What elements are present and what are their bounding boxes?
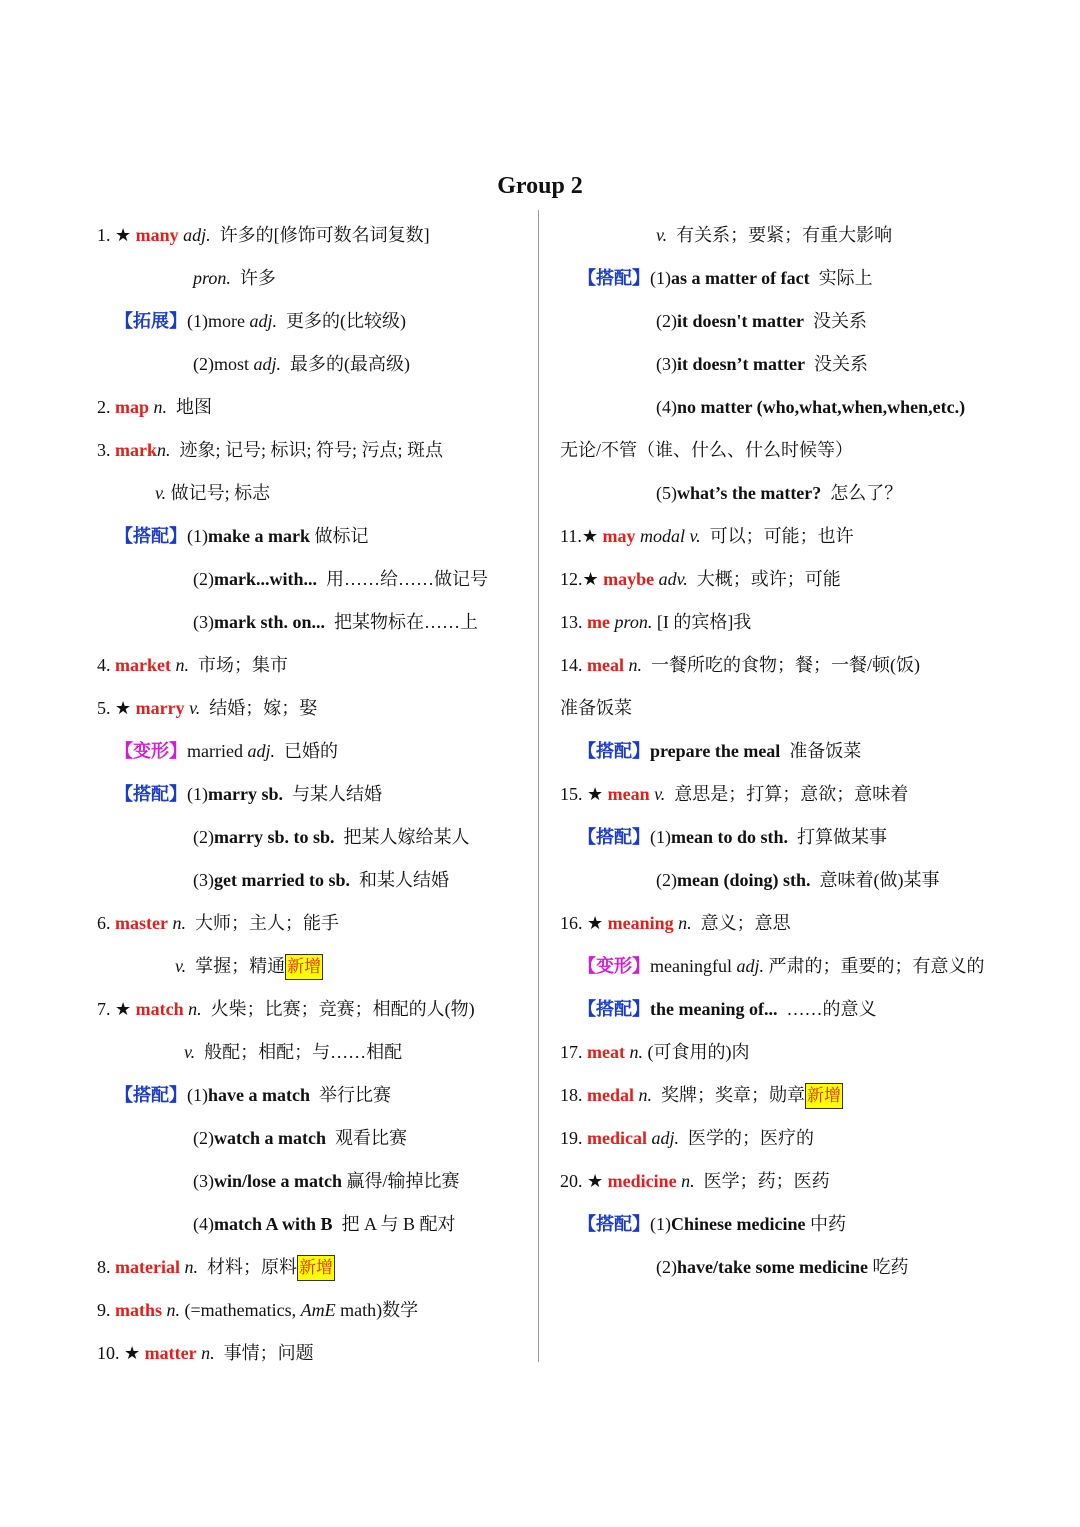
collocation-line <box>97 816 532 859</box>
expand-line <box>97 343 532 386</box>
definition: 举行比赛 <box>319 1085 391 1105</box>
phrase: mark...with... <box>214 569 317 589</box>
entry-medicine <box>560 1160 1000 1203</box>
collocation-line <box>97 558 532 601</box>
collocation-line <box>97 1074 532 1117</box>
definition: 有关系；要紧；有重大影响 <box>676 225 893 245</box>
entry-map <box>97 386 532 429</box>
headword: may <box>602 526 636 546</box>
entry-maths <box>97 1289 532 1332</box>
definition: 把 A 与 B 配对 <box>341 1214 456 1234</box>
entry-medical <box>560 1117 1000 1160</box>
definition: 般配；相配；与……相配 <box>204 1042 403 1062</box>
continuation-line <box>560 429 1000 472</box>
collocation-line <box>560 859 1000 902</box>
page-title: Group 2 <box>497 173 583 199</box>
variant-line <box>560 945 1000 988</box>
phrase: Chinese medicine <box>671 1214 806 1234</box>
definition: 市场；集市 <box>197 655 288 675</box>
part-of-speech: v. <box>656 225 668 245</box>
collocation-line <box>97 1160 532 1203</box>
headword: map <box>115 397 150 417</box>
definition: 大师；主人；能手 <box>194 913 339 933</box>
definition: [I 的宾格]我 <box>656 612 752 632</box>
collocation-line <box>560 730 1000 773</box>
headword: mark <box>115 440 157 460</box>
definition: (=mathematics, <box>184 1300 297 1320</box>
headword: market <box>115 655 171 675</box>
sense-line <box>97 257 532 300</box>
definition: 没关系 <box>813 354 868 374</box>
part-of-speech: n. <box>628 655 642 675</box>
item-number: (1) <box>650 268 671 288</box>
item-number: (2) <box>656 311 677 331</box>
phrase: have a match <box>208 1085 310 1105</box>
definition: 准备饭菜 <box>789 741 862 761</box>
item-number: (2) <box>193 569 214 589</box>
variant-line <box>97 730 532 773</box>
definition: 迹象; 记号; 标识; 符号; 污点; 斑点 <box>179 440 444 460</box>
phrase: the meaning of... <box>650 999 778 1019</box>
sense-line <box>97 1031 532 1074</box>
phrase: mean (doing) sth. <box>677 870 811 890</box>
definition: 医学的；医疗的 <box>688 1128 815 1148</box>
definition: 掌握；精通 <box>195 956 286 976</box>
definition: 意味着(做)某事 <box>819 870 940 890</box>
item-number: (2) <box>656 870 677 890</box>
headword: meal <box>587 655 624 675</box>
definition: 准备饭菜 <box>560 698 632 718</box>
definition: 严肃的；重要的；有意义的 <box>768 956 985 976</box>
sense-line <box>560 214 1000 257</box>
left-column <box>97 214 532 1375</box>
entry-number: 8. <box>97 1257 111 1277</box>
collocation-line <box>97 515 532 558</box>
entry-number: 1. <box>97 225 111 245</box>
part-of-speech: n. <box>166 1300 181 1320</box>
tag-label: 【搭配】 <box>115 1085 187 1105</box>
entry-mean <box>560 773 1000 816</box>
definition: 把某人嫁给某人 <box>343 827 470 847</box>
continuation-line <box>560 687 1000 730</box>
star-icon: ★ <box>124 1343 141 1363</box>
definition: 材料；原料 <box>206 1257 297 1277</box>
definition: 做标记 <box>314 526 369 546</box>
part-of-speech: adj. <box>736 956 764 976</box>
definition: 吃药 <box>872 1257 909 1277</box>
ame-label: AmE <box>300 1300 336 1320</box>
part-of-speech: n. <box>629 1042 643 1062</box>
entry-number: 9. <box>97 1300 111 1320</box>
entry-number: 16. <box>560 913 583 933</box>
entry-number: 20. <box>560 1171 583 1191</box>
tag-label: 【拓展】 <box>115 311 187 331</box>
definition: 已婚的 <box>283 741 338 761</box>
definition: 把某物标在……上 <box>334 612 479 632</box>
entry-me <box>560 601 1000 644</box>
entry-number: 6. <box>97 913 111 933</box>
collocation-line <box>560 257 1000 300</box>
item-number: (3) <box>193 870 214 890</box>
entry-medal <box>560 1074 1000 1117</box>
tag-label: 【搭配】 <box>115 784 187 804</box>
headword: material <box>115 1257 180 1277</box>
entry-market <box>97 644 532 687</box>
star-icon: ★ <box>582 569 599 589</box>
definition: 火柴；比赛；竞赛；相配的人(物) <box>210 999 475 1019</box>
headword: maybe <box>603 569 655 589</box>
part-of-speech: adj. <box>651 1128 680 1148</box>
part-of-speech: n. <box>678 913 692 933</box>
entry-master <box>97 902 532 945</box>
part-of-speech: adv. <box>658 569 688 589</box>
part-of-speech: n. <box>188 999 202 1019</box>
phrase: as a matter of fact <box>671 268 810 288</box>
headword: marry <box>135 698 185 718</box>
part-of-speech: pron. <box>614 612 653 632</box>
part-of-speech: v. <box>654 784 666 804</box>
definition: 意义；意思 <box>700 913 791 933</box>
item-number: (4) <box>656 397 677 417</box>
definition: 许多 <box>239 268 276 288</box>
entry-number: 17. <box>560 1042 583 1062</box>
entry-number: 13. <box>560 612 583 632</box>
definition: (可食用的)肉 <box>647 1042 750 1062</box>
related-word: meaningful <box>650 956 732 976</box>
collocation-line <box>97 1203 532 1246</box>
entry-many <box>97 214 532 257</box>
item-number: (5) <box>656 483 677 503</box>
collocation-line <box>97 773 532 816</box>
item-number: (2) <box>656 1257 677 1277</box>
part-of-speech: adj. <box>183 225 211 245</box>
entry-number: 11. <box>560 526 582 546</box>
definition: 奖牌；奖章；勋章 <box>661 1085 805 1105</box>
entry-number: 10. <box>97 1343 120 1363</box>
definition: 做记号; 标志 <box>170 483 271 503</box>
definition: 实际上 <box>818 268 873 288</box>
entry-number: 12. <box>560 569 583 589</box>
headword: matter <box>144 1343 197 1363</box>
phrase: mark sth. on... <box>214 612 326 632</box>
definition: ……的意义 <box>786 999 877 1019</box>
definition: 可以；可能；也许 <box>709 526 854 546</box>
star-icon: ★ <box>115 698 132 718</box>
headword: many <box>135 225 179 245</box>
star-icon: ★ <box>115 225 132 245</box>
tag-label: 【变形】 <box>115 741 187 761</box>
definition: 最多的(最高级) <box>290 354 411 374</box>
headword: master <box>115 913 168 933</box>
definition: 怎么了？ <box>830 483 903 503</box>
item-number: (2) <box>193 1128 214 1148</box>
entry-number: 18. <box>560 1085 583 1105</box>
part-of-speech: n. <box>681 1171 695 1191</box>
part-of-speech: adj. <box>253 354 282 374</box>
right-column <box>560 214 1000 1289</box>
definition: 地图 <box>176 397 213 417</box>
entry-meal <box>560 644 1000 687</box>
definition: 中药 <box>810 1214 846 1234</box>
star-icon: ★ <box>115 999 132 1019</box>
definition: 一餐所吃的食物；餐；一餐/顿(饭) <box>650 655 920 675</box>
phrase: get married to sb. <box>214 870 350 890</box>
entry-meaning <box>560 902 1000 945</box>
star-icon: ★ <box>587 1171 604 1191</box>
related-word: married <box>187 741 243 761</box>
part-of-speech: n. <box>638 1085 652 1105</box>
item-number: (3) <box>656 354 677 374</box>
definition: 没关系 <box>812 311 867 331</box>
collocation-line <box>97 1117 532 1160</box>
entry-material <box>97 1246 532 1289</box>
entry-number: 4. <box>97 655 111 675</box>
definition: 观看比赛 <box>334 1128 407 1148</box>
part-of-speech: pron. <box>193 268 231 288</box>
item-number: (1) <box>187 784 208 804</box>
item-number: (1) <box>187 1085 208 1105</box>
headword: medical <box>587 1128 647 1148</box>
definition: math)数学 <box>340 1300 419 1320</box>
item-number: (3) <box>193 612 214 632</box>
star-icon: ★ <box>581 526 598 546</box>
related-word: (2)most <box>193 354 249 374</box>
collocation-line <box>97 601 532 644</box>
definition: 意思是；打算；意欲；意味着 <box>674 784 909 804</box>
part-of-speech: modal v. <box>639 526 701 546</box>
collocation-line <box>560 816 1000 859</box>
definition: 事情；问题 <box>223 1343 314 1363</box>
phrase: prepare the meal <box>650 741 781 761</box>
entry-mark <box>97 429 532 472</box>
entry-may <box>560 515 1000 558</box>
entry-number: 15. <box>560 784 583 804</box>
tag-label: 【搭配】 <box>578 741 650 761</box>
collocation-line <box>560 472 1000 515</box>
part-of-speech: v. <box>184 1042 196 1062</box>
star-icon: ★ <box>587 784 604 804</box>
collocation-line <box>560 343 1000 386</box>
headword: maths <box>115 1300 163 1320</box>
column-divider <box>538 210 539 1362</box>
phrase: it doesn’t matter <box>677 354 805 374</box>
tag-label: 【搭配】 <box>578 999 650 1019</box>
definition: 与某人结婚 <box>292 784 382 804</box>
phrase: what’s the matter? <box>677 483 822 503</box>
part-of-speech: n. <box>172 913 186 933</box>
definition: 更多的(比较级) <box>286 311 406 331</box>
sense-line <box>97 945 532 988</box>
entry-marry <box>97 687 532 730</box>
definition: 许多的[修饰可数名词复数] <box>219 225 430 245</box>
entry-number: 14. <box>560 655 583 675</box>
part-of-speech: v. <box>155 483 167 503</box>
phrase: it doesn't matter <box>677 311 804 331</box>
entry-number: 7. <box>97 999 111 1019</box>
phrase: marry sb. to sb. <box>214 827 335 847</box>
collocation-line <box>560 1203 1000 1246</box>
entry-number: 19. <box>560 1128 583 1148</box>
entry-maybe <box>560 558 1000 601</box>
phrase: marry sb. <box>208 784 283 804</box>
phrase: mean to do sth. <box>671 827 789 847</box>
part-of-speech: n. <box>184 1257 198 1277</box>
collocation-line <box>560 386 1000 429</box>
headword: meaning <box>607 913 674 933</box>
item-number: (3) <box>193 1171 214 1191</box>
entry-number: 3. <box>97 440 111 460</box>
new-badge: 新增 <box>297 1255 335 1281</box>
item-number: (1) <box>650 1214 671 1234</box>
part-of-speech: adj. <box>247 741 275 761</box>
expand-line <box>97 300 532 343</box>
entry-match <box>97 988 532 1031</box>
headword: match <box>135 999 184 1019</box>
definition: 结婚；嫁；娶 <box>209 698 318 718</box>
phrase: no matter (who,what,when,when,etc.) <box>677 397 966 417</box>
part-of-speech: v. <box>189 698 201 718</box>
headword: medal <box>587 1085 634 1105</box>
part-of-speech: v. <box>175 956 187 976</box>
item-number: (1) <box>187 526 208 546</box>
new-badge: 新增 <box>805 1083 843 1109</box>
entry-meat <box>560 1031 1000 1074</box>
tag-label: 【搭配】 <box>115 526 187 546</box>
headword: medicine <box>607 1171 677 1191</box>
phrase: make a mark <box>208 526 310 546</box>
definition: 用……给……做记号 <box>326 569 488 589</box>
tag-label: 【变形】 <box>578 956 650 976</box>
collocation-line <box>560 988 1000 1031</box>
definition: 大概；或许；可能 <box>696 569 841 589</box>
new-badge: 新增 <box>285 954 323 980</box>
entry-number: 5. <box>97 698 111 718</box>
tag-label: 【搭配】 <box>578 1214 650 1234</box>
item-number: (2) <box>193 827 214 847</box>
entry-matter <box>97 1332 532 1375</box>
phrase: have/take some medicine <box>677 1257 868 1277</box>
headword: mean <box>607 784 650 804</box>
tag-label: 【搭配】 <box>578 268 650 288</box>
definition: 医学；药；医药 <box>703 1171 830 1191</box>
collocation-line <box>560 1246 1000 1289</box>
item-number: (4) <box>193 1214 214 1234</box>
definition: 和某人结婚 <box>358 870 449 890</box>
part-of-speech: n. <box>157 440 171 460</box>
headword: meat <box>587 1042 625 1062</box>
part-of-speech: n. <box>153 397 168 417</box>
collocation-line <box>97 859 532 902</box>
related-word: (1)more <box>187 311 245 331</box>
phrase: win/lose a match <box>214 1171 342 1191</box>
phrase: match A with B <box>214 1214 333 1234</box>
item-number: (1) <box>650 827 671 847</box>
part-of-speech: n. <box>201 1343 215 1363</box>
part-of-speech: n. <box>175 655 189 675</box>
collocation-line <box>560 300 1000 343</box>
tag-label: 【搭配】 <box>578 827 650 847</box>
definition: 赢得/输掉比赛 <box>346 1171 460 1191</box>
definition: 无论/不管（谁、什么、什么时候等） <box>560 440 853 460</box>
phrase: watch a match <box>214 1128 326 1148</box>
star-icon: ★ <box>587 913 604 933</box>
sense-line <box>97 472 532 515</box>
definition: 打算做某事 <box>797 827 888 847</box>
entry-number: 2. <box>97 397 111 417</box>
part-of-speech: adj. <box>249 311 277 331</box>
headword: me <box>587 612 610 632</box>
